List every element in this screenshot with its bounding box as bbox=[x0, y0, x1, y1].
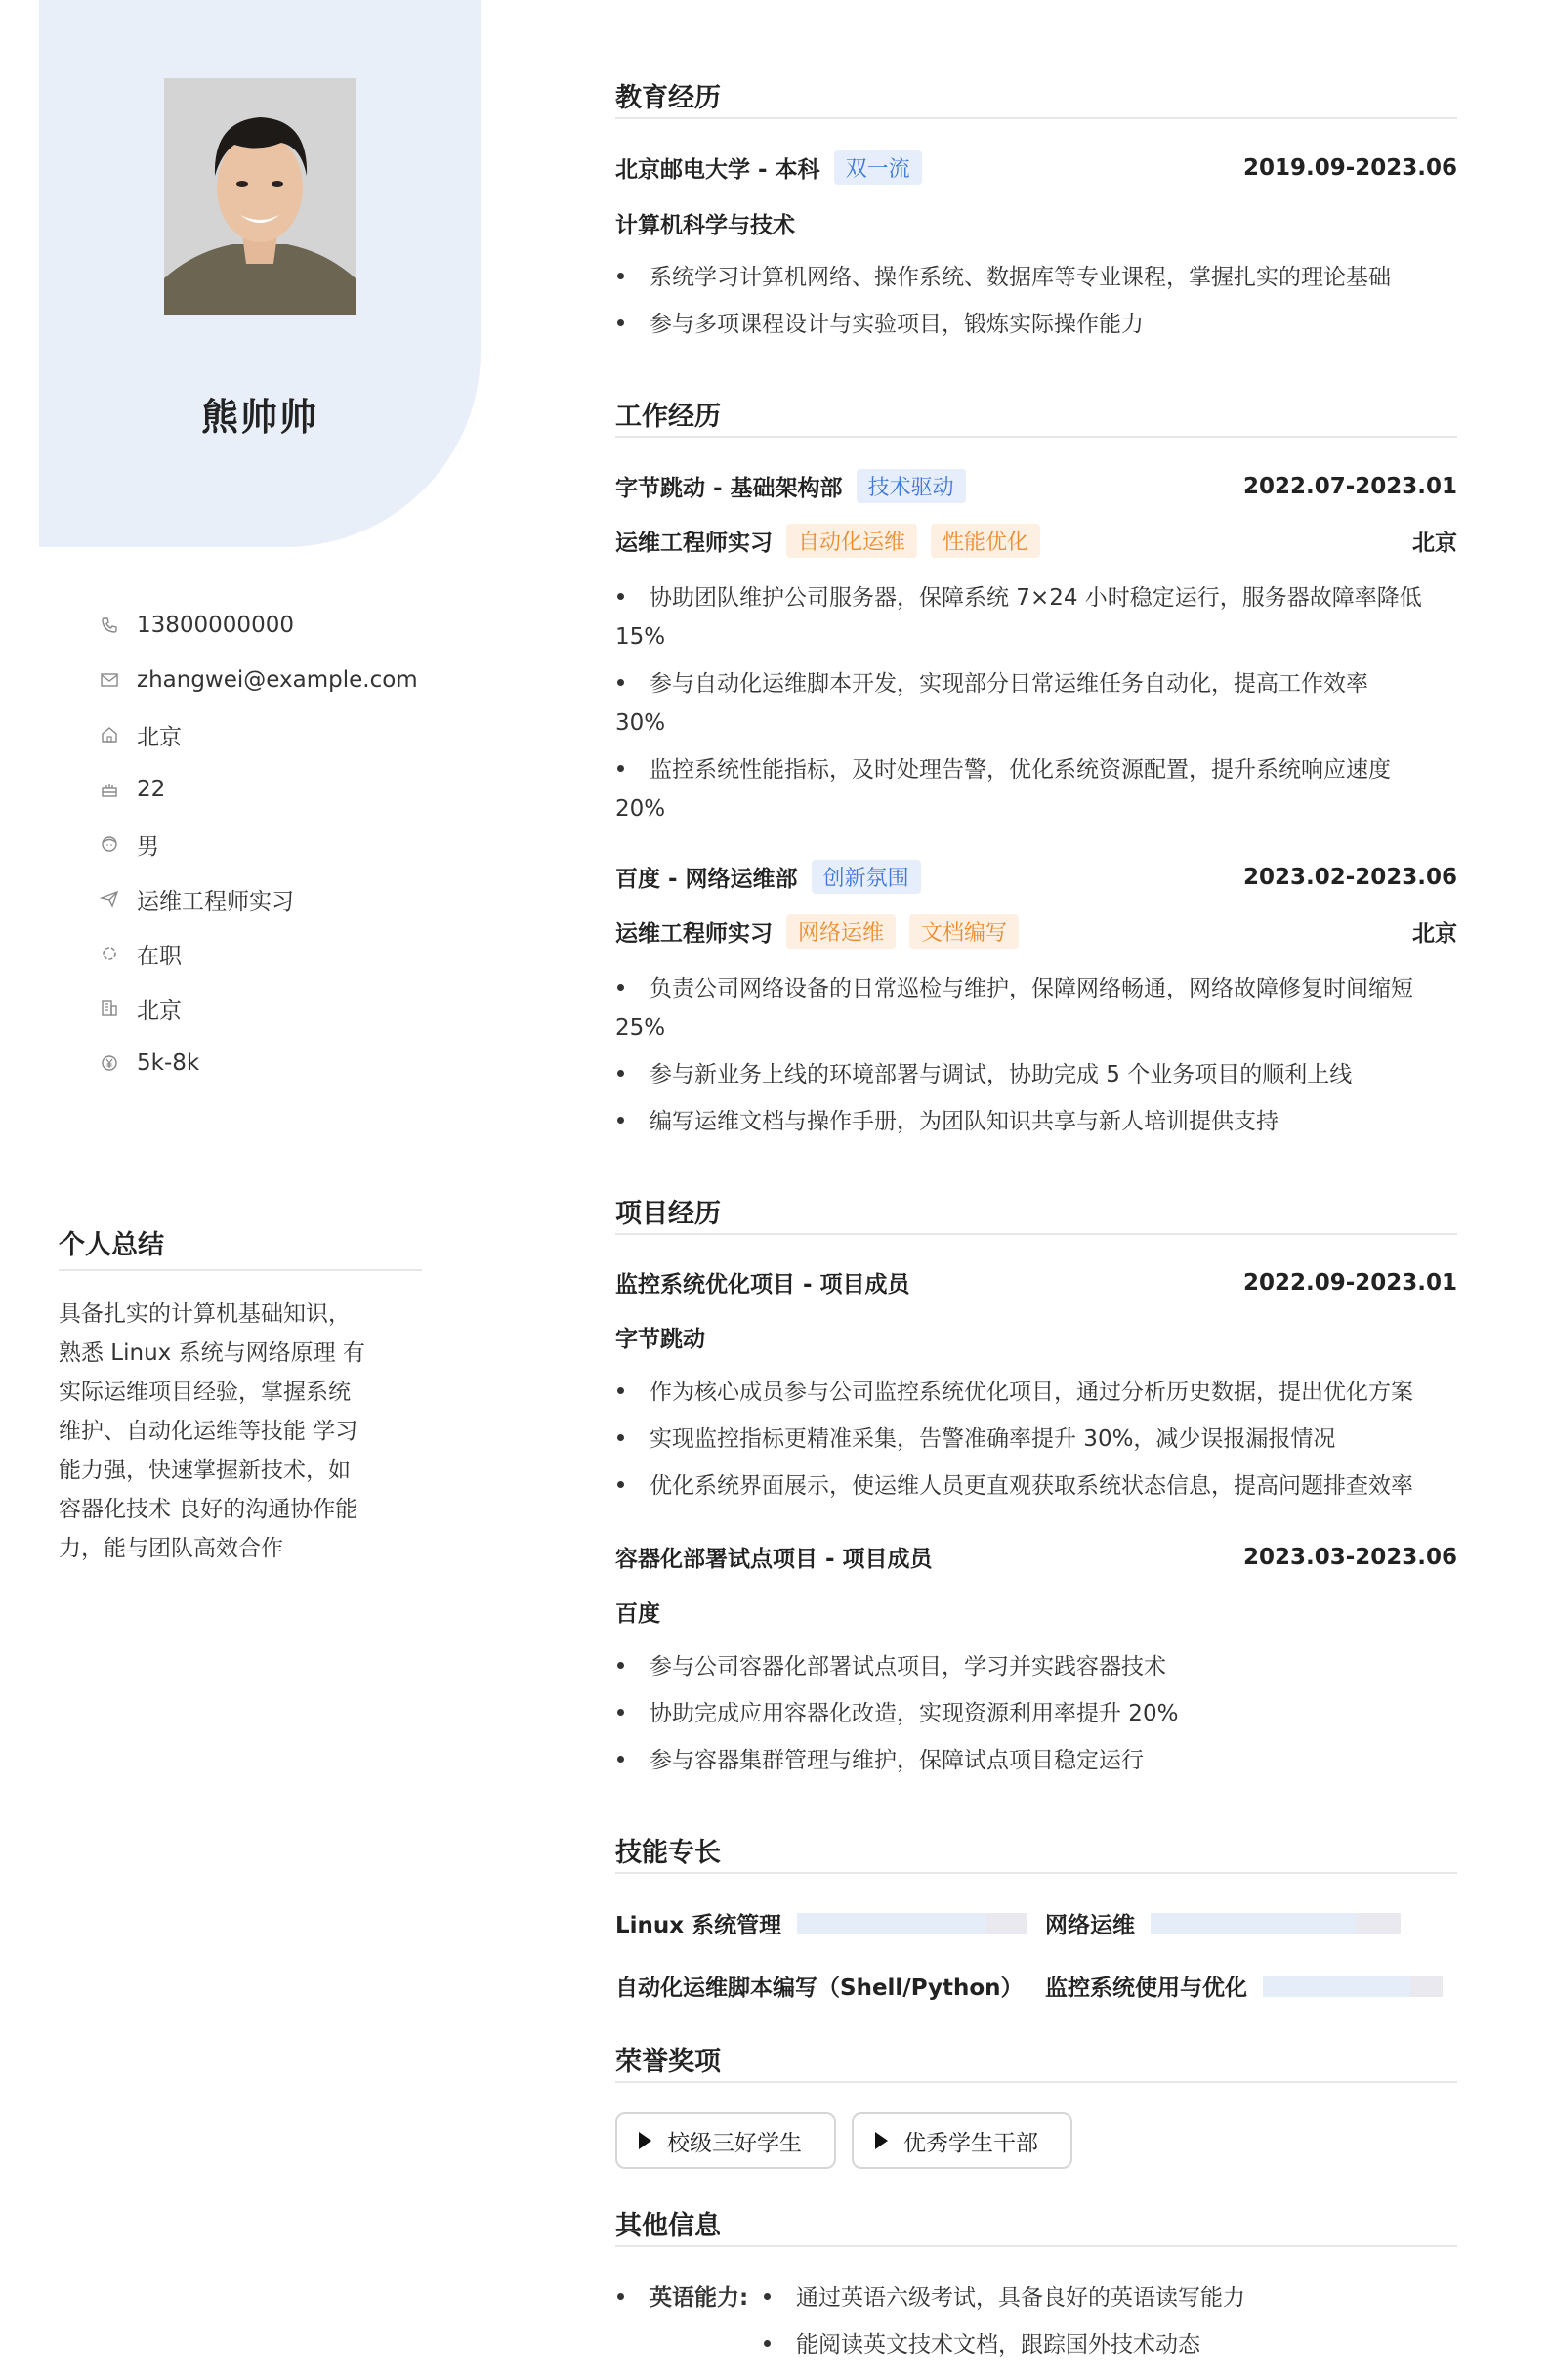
contact-phone bbox=[98, 598, 481, 653]
list-item: 参与多项课程设计与实验项目，锻炼实际操作能力 bbox=[615, 305, 1457, 344]
list-item: 协助完成应用容器化改造，实现资源利用率提升 20% bbox=[615, 1694, 1457, 1733]
awards-section bbox=[615, 2040, 1457, 2083]
projects-title: 项目经历 bbox=[615, 1192, 1457, 1235]
skill-item bbox=[1045, 1970, 1443, 2002]
contact-status bbox=[98, 926, 481, 981]
status-icon bbox=[98, 942, 121, 965]
summary-line: 容器化技术 良好的沟通协作能 bbox=[59, 1497, 358, 1522]
skill-label: 监控系统使用与优化 bbox=[1045, 1976, 1247, 2001]
play-icon bbox=[639, 2132, 651, 2149]
education-title: 教育经历 bbox=[615, 76, 1457, 119]
skill-bar bbox=[1263, 1976, 1443, 1997]
award-label: 校级三好学生 bbox=[667, 2130, 802, 2156]
job-org: 字节跳动 - 基础架构部 bbox=[615, 476, 843, 501]
contact-position bbox=[98, 871, 481, 926]
job-header bbox=[615, 860, 1457, 894]
summary-title: 个人总结 bbox=[59, 1223, 422, 1271]
contact-home bbox=[98, 707, 481, 762]
skills-title: 技能专长 bbox=[615, 1831, 1457, 1874]
building-icon bbox=[98, 997, 121, 1020]
list-item: 负责公司网络设备的日常巡检与维护，保障网络畅通，网络故障修复时间缩短 25% bbox=[615, 976, 1413, 1041]
project-header bbox=[615, 1541, 1457, 1573]
job-role-row bbox=[615, 914, 1457, 949]
projects-section bbox=[615, 1192, 1457, 1235]
contact-city bbox=[98, 981, 481, 1036]
project-name: 容器化部署试点项目 - 项目成员 bbox=[615, 1547, 933, 1572]
job-date: 2023.02-2023.06 bbox=[1242, 864, 1457, 890]
role-tag: 性能优化 bbox=[931, 524, 1040, 558]
major-row bbox=[615, 207, 1457, 239]
contact-text: 5k-8k bbox=[137, 1050, 200, 1076]
list-item: 参与容器集群管理与维护，保障试点项目稳定运行 bbox=[615, 1741, 1457, 1780]
list-item: 能阅读英文技术文档，跟踪国外技术动态 bbox=[762, 2325, 1446, 2364]
contact-gender bbox=[98, 817, 481, 871]
list-item: 作为核心成员参与公司监控系统优化项目，通过分析历史数据，提出优化方案 bbox=[615, 1373, 1457, 1412]
summary-line: 实际运维项目经验，掌握系统 bbox=[59, 1380, 351, 1405]
project-org: 百度 bbox=[615, 1601, 660, 1627]
project-date: 2022.09-2023.01 bbox=[1242, 1269, 1457, 1296]
skill-label: 自动化运维脚本编写（Shell/Python） bbox=[615, 1976, 1024, 2001]
project-header bbox=[615, 1266, 1457, 1298]
contact-email bbox=[98, 653, 481, 707]
job-location: 北京 bbox=[1412, 531, 1457, 556]
summary-text bbox=[59, 1295, 422, 1568]
job-role: 运维工程师实习 bbox=[615, 531, 773, 556]
summary-line: 熟悉 Linux 系统与网络原理 有 bbox=[59, 1340, 365, 1366]
contact-text: 北京 bbox=[137, 998, 182, 1024]
list-item: 参与自动化运维脚本开发，实现部分日常运维任务自动化，提高工作效率 30% bbox=[615, 671, 1368, 736]
job-tag: 创新氛围 bbox=[812, 860, 921, 894]
sidebar bbox=[39, 0, 481, 1090]
other-section bbox=[615, 2204, 1457, 2247]
school-name: 北京邮电大学 - 本科 bbox=[615, 157, 820, 183]
list-item: 通过英语六级考试，具备良好的英语读写能力 bbox=[762, 2278, 1446, 2317]
education-header bbox=[615, 150, 1457, 185]
profile-card bbox=[39, 0, 481, 547]
list-item: 优化系统界面展示，使运维人员更直观获取系统状态信息，提高问题排查效率 bbox=[615, 1466, 1457, 1506]
job-role: 运维工程师实习 bbox=[615, 921, 773, 947]
contact-list bbox=[39, 598, 481, 1090]
summary-line: 维护、自动化运维等技能 学习 bbox=[59, 1419, 358, 1444]
job-role-row bbox=[615, 524, 1457, 558]
skill-bar bbox=[797, 1913, 1027, 1934]
role-tag: 文档编写 bbox=[909, 914, 1019, 949]
contact-text: 北京 bbox=[137, 724, 182, 750]
awards-title: 荣誉奖项 bbox=[615, 2040, 1457, 2083]
contact-text: 在职 bbox=[137, 943, 182, 969]
email-icon bbox=[98, 668, 121, 692]
contact-text: zhangwei@example.com bbox=[137, 667, 418, 693]
job-date: 2022.07-2023.01 bbox=[1242, 473, 1457, 499]
cake-icon bbox=[98, 778, 121, 801]
skill-item bbox=[615, 1970, 1024, 2002]
contact-text: 13800000000 bbox=[137, 613, 294, 638]
project-org-row bbox=[615, 1595, 1457, 1628]
list-item: 协助团队维护公司服务器，保障系统 7×24 小时稳定运行，服务器故障率降低 15% bbox=[615, 585, 1422, 650]
list-item: 参与公司容器化部署试点项目，学习并实践容器技术 bbox=[615, 1647, 1457, 1686]
major-name: 计算机科学与技术 bbox=[615, 213, 795, 238]
project-org-row bbox=[615, 1321, 1457, 1353]
english-label-item bbox=[615, 2278, 772, 2317]
list-item: 参与新业务上线的环境部署与调试，协助完成 5 个业务项目的顺利上线 bbox=[615, 1055, 1457, 1094]
project-org: 字节跳动 bbox=[615, 1327, 705, 1352]
award-label: 优秀学生干部 bbox=[903, 2130, 1038, 2156]
education-section bbox=[615, 76, 1457, 119]
phone-icon bbox=[98, 614, 121, 637]
salary-icon bbox=[98, 1051, 121, 1075]
profile-photo bbox=[164, 78, 356, 315]
award-badge bbox=[615, 2112, 836, 2169]
contact-age bbox=[98, 762, 481, 817]
contact-salary bbox=[98, 1036, 481, 1090]
play-icon bbox=[875, 2132, 888, 2149]
profile-name: 熊帅帅 bbox=[200, 396, 318, 439]
job-tag: 技术驱动 bbox=[857, 469, 966, 503]
summary-line: 能力强，快速掌握新技术，如 bbox=[59, 1458, 351, 1483]
skill-item bbox=[1045, 1907, 1401, 1939]
role-tag: 网络运维 bbox=[786, 914, 896, 949]
awards-list bbox=[615, 2112, 1457, 2171]
contact-text: 22 bbox=[137, 777, 166, 802]
skill-item bbox=[615, 1907, 1027, 1939]
home-icon bbox=[98, 723, 121, 746]
contact-text: 男 bbox=[137, 833, 159, 860]
school-tag: 双一流 bbox=[834, 150, 922, 185]
project-date: 2023.03-2023.06 bbox=[1242, 1544, 1457, 1570]
skills-section bbox=[615, 1831, 1457, 1874]
skill-label: Linux 系统管理 bbox=[615, 1913, 782, 1938]
work-section bbox=[615, 395, 1457, 438]
skill-bar bbox=[1151, 1913, 1401, 1934]
skill-label: 网络运维 bbox=[1045, 1913, 1135, 1938]
job-header bbox=[615, 469, 1457, 503]
gender-icon bbox=[98, 832, 121, 856]
send-icon bbox=[98, 887, 121, 911]
education-date: 2019.09-2023.06 bbox=[1242, 154, 1457, 181]
role-tag: 自动化运维 bbox=[786, 524, 917, 558]
list-item: 实现监控指标更精准采集，告警准确率提升 30%，减少误报漏报情况 bbox=[615, 1420, 1457, 1459]
list-item: 监控系统性能指标，及时处理告警，优化系统资源配置，提升系统响应速度 20% bbox=[615, 757, 1391, 822]
work-title: 工作经历 bbox=[615, 395, 1457, 438]
english-label: 英语能力: bbox=[650, 2285, 749, 2311]
award-badge bbox=[852, 2112, 1072, 2169]
project-name: 监控系统优化项目 - 项目成员 bbox=[615, 1272, 910, 1297]
other-title: 其他信息 bbox=[615, 2204, 1457, 2247]
job-location: 北京 bbox=[1412, 921, 1457, 947]
contact-text: 运维工程师实习 bbox=[137, 888, 294, 914]
list-item: 编写运维文档与操作手册，为团队知识共享与新人培训提供支持 bbox=[615, 1102, 1457, 1141]
list-item: 系统学习计算机网络、操作系统、数据库等专业课程，掌握扎实的理论基础 bbox=[615, 258, 1457, 297]
summary-section bbox=[59, 1223, 422, 1568]
summary-line: 具备扎实的计算机基础知识， bbox=[59, 1301, 351, 1327]
summary-line: 力，能与团队高效合作 bbox=[59, 1536, 283, 1561]
job-org: 百度 - 网络运维部 bbox=[615, 867, 798, 892]
